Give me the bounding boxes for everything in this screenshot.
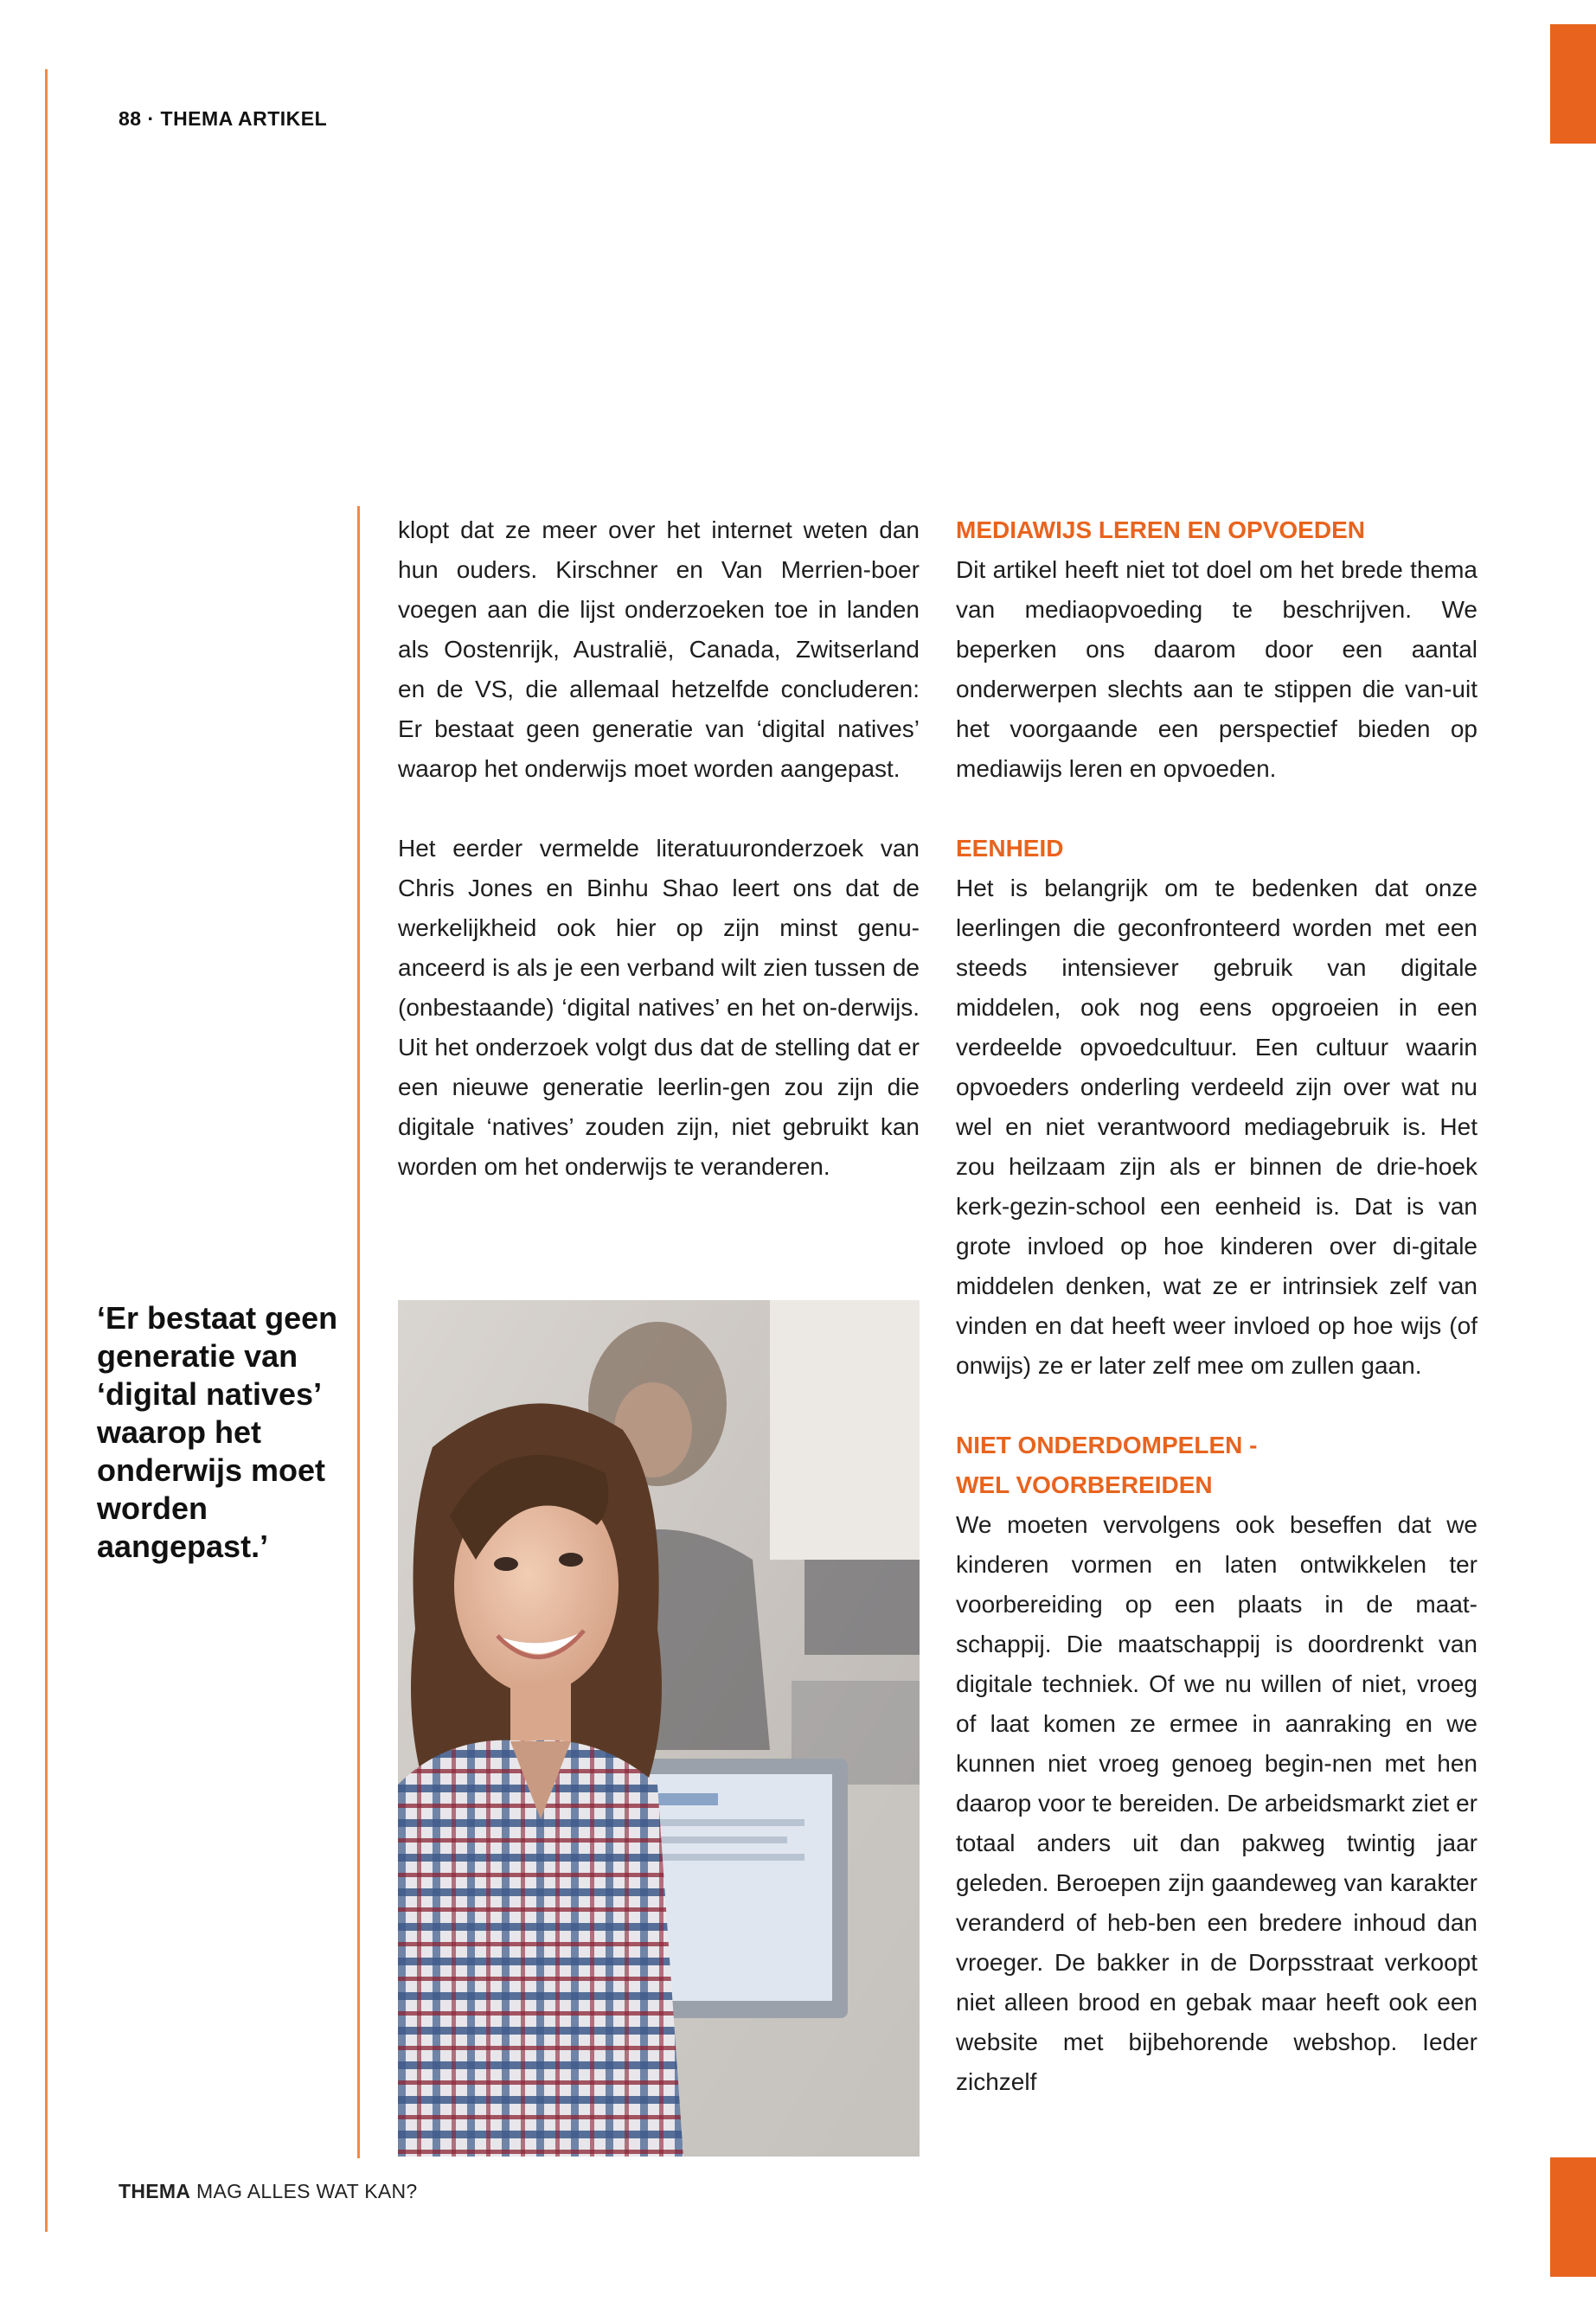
paragraph: klopt dat ze meer over het internet weten dan hun ouders. Kirschner en Van Merrien-boer voegen aan die lijst onderzoeken toe in landen als Oostenrijk, Australië, Canada, Zwitserland en de VS, die allemaal hetzelfde concluderen: Er bestaat geen generatie van ‘digital natives’ waarop het onderwijs moet worden aangepast. (398, 516, 920, 782)
orange-edge-tab-bottom (1550, 2157, 1596, 2277)
student-laptop-photo (398, 1300, 920, 2157)
right-column (956, 510, 1477, 2102)
section-eenheid (956, 829, 1477, 1386)
section-heading: MEDIAWIJS LEREN EN OPVOEDEN (956, 516, 1365, 543)
section-body: Het is belangrijk om te bedenken dat onze leerlingen die geconfronteerd worden met een steeds intensiever gebruik van digitale middelen, ook nog eens opgroeien in een verdeelde opvoedcultuur. Een cultuur waarin opvoeders onderling verdeeld zijn over wat nu wel en niet verantwoord mediagebruik is. Het zou heilzaam zijn als er binnen de drie-hoek kerk-gezin-school een eenheid is. Dat is van grote invloed op hoe kinderen over di-gitale middelen denken, wat ze er intrinsiek zelf van vinden en dat heeft weer invloed op hoe wijs (of onwijs) ze er later zelf mee om zullen gaan. (956, 875, 1477, 1379)
middle-column (398, 510, 920, 1187)
photo-illustration (398, 1300, 920, 2157)
footer-brand: THEMA (119, 2180, 191, 2202)
section-mediawijs (956, 510, 1477, 789)
section-body: We moeten vervolgens ook beseffen dat we kinderen vormen en laten ontwikkelen ter voorbereiding op een plaats in de maat-schappij. Die maatschappij is doordrenkt van digitale techniek. Of we nu willen of niet, vroeg of laat komen ze ermee in aanraking en we kunnen niet vroeg genoeg begin-nen met hen daarop voor te bereiden. De arbeidsmarkt ziet er totaal anders uit dan pakweg twintig jaar geleden. Beroepen zijn gaandeweg van karakter veranderd of heb-ben een bredere inhoud dan vroeger. De bakker in de Dorpsstraat verkoopt niet alleen brood en gebak maar heeft ook een website met bijbehorende webshop. Ieder zichzelf (956, 1511, 1477, 2095)
column-divider-rule (357, 506, 360, 2158)
section-heading-line1: NIET ONDERDOMPELEN - (956, 1432, 1258, 1458)
footer-tagline: MAG ALLES WAT KAN? (195, 2180, 418, 2202)
page-footer (119, 2180, 418, 2203)
section-heading-line2: WEL VOORBEREIDEN (956, 1471, 1213, 1498)
pull-quote: ‘Er bestaat geen generatie van ‘digital natives’ waarop het onderwijs moet worden aangepast.’ (97, 1300, 338, 1564)
section-body: Dit artikel heeft niet tot doel om het brede thema van mediaopvoeding te beschrijven. We beperken ons daarom door een aantal onderwerpen slechts aan te stippen die van-uit het voorgaande een perspectief bieden op mediawijs leren en opvoeden. (956, 556, 1477, 782)
page-header-label: 88 · THEMA ARTIKEL (119, 107, 328, 130)
paragraph: Het eerder vermelde literatuuronderzoek van Chris Jones en Binhu Shao leert ons dat de werkelijkheid ook hier op zijn minst genu-anceerd is als je een verband wilt zien tussen de (onbestaande) ‘digital natives’ en het on-derwijs. Uit het onderzoek volgt dus dat de stelling dat er een nieuwe generatie leerlin-gen zou zijn die digitale ‘natives’ zouden zijn, niet gebruikt kan worden om het onderwijs te veranderen. (398, 835, 920, 1180)
left-margin-rule (45, 69, 48, 2232)
section-niet-onderdompelen (956, 1426, 1477, 2102)
section-heading: EENHEID (956, 835, 1064, 862)
orange-edge-tab-top (1550, 24, 1596, 144)
